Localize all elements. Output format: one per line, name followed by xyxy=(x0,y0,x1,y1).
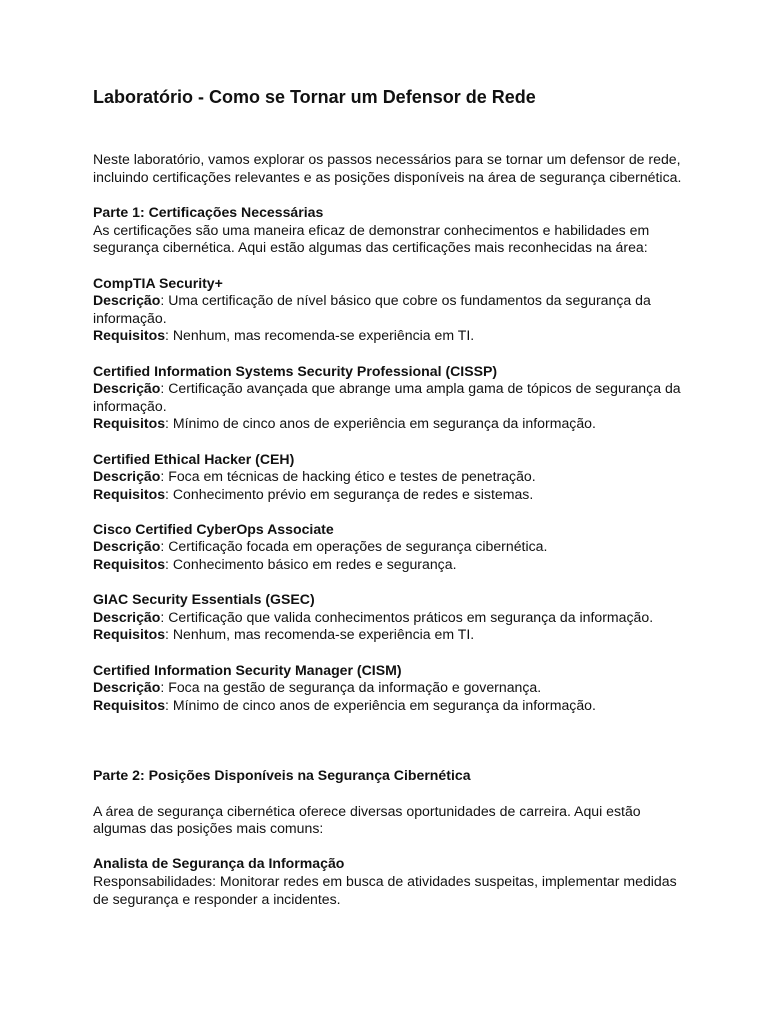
description-label: Descrição xyxy=(93,468,161,485)
cert-description xyxy=(93,538,683,556)
description-label: Descrição xyxy=(93,538,161,555)
cert-name: Certified Information Security Manager (CISM) xyxy=(93,661,402,678)
cert-requirements xyxy=(93,556,683,574)
role-item xyxy=(93,855,683,908)
description-text: : Foca na gestão de segurança da informação e governança. xyxy=(160,679,542,696)
requirements-text: : Mínimo de cinco anos de experiência em segurança da informação. xyxy=(165,415,596,432)
requirements-label: Requisitos xyxy=(93,327,166,344)
requirements-text: : Conhecimento prévio em segurança de redes e sistemas. xyxy=(165,485,534,502)
cert-description xyxy=(93,292,683,327)
cert-description xyxy=(93,679,683,697)
description-text: : Certificação focada em operações de segurança cibernética. xyxy=(160,538,548,555)
cert-description xyxy=(93,609,683,627)
requirements-text: : Mínimo de cinco anos de experiência em segurança da informação. xyxy=(165,696,596,713)
requirements-label: Requisitos xyxy=(93,485,166,502)
cert-name: GIAC Security Essentials (GSEC) xyxy=(93,591,315,608)
requirements-label: Requisitos xyxy=(93,556,166,573)
cert-item xyxy=(93,363,683,433)
part2-heading: Parte 2: Posições Disponíveis na Segurança Cibernética xyxy=(93,767,471,784)
description-text: : Uma certificação de nível básico que cobre os fundamentos da segurança da informação. xyxy=(93,292,651,326)
cert-item xyxy=(93,591,683,644)
cert-name: Cisco Certified CyberOps Associate xyxy=(93,520,334,537)
cert-requirements xyxy=(93,626,683,644)
description-text: : Certificação avançada que abrange uma ampla gama de tópicos de segurança da informação. xyxy=(93,380,681,414)
page-title: Laboratório - Como se Tornar um Defensor de Rede xyxy=(93,87,536,107)
part2-text: A área de segurança cibernética oferece diversas oportunidades de carreira. Aqui estão algumas das posições mais comuns: xyxy=(93,802,641,837)
cert-item xyxy=(93,275,683,345)
part1-heading: Parte 1: Certificações Necessárias xyxy=(93,204,324,221)
cert-name: CompTIA Security+ xyxy=(93,274,223,291)
requirements-label: Requisitos xyxy=(93,415,166,432)
part1-text: As certificações são uma maneira eficaz de demonstrar conhecimentos e habilidades em segurança cibernética. Aqui estão algumas das certificações mais reconhecidas na área: xyxy=(93,221,650,256)
part1-section xyxy=(93,204,683,257)
description-label: Descrição xyxy=(93,292,161,309)
requirements-text: : Nenhum, mas recomenda-se experiência em TI. xyxy=(165,626,475,643)
description-label: Descrição xyxy=(93,380,161,397)
cert-requirements xyxy=(93,327,683,345)
document-page xyxy=(93,86,683,908)
description-label: Descrição xyxy=(93,608,161,625)
requirements-text: : Conhecimento básico em redes e segurança. xyxy=(165,556,457,573)
description-label: Descrição xyxy=(93,679,161,696)
cert-description xyxy=(93,380,683,415)
requirements-label: Requisitos xyxy=(93,696,166,713)
requirements-text: : Nenhum, mas recomenda-se experiência em TI. xyxy=(165,327,475,344)
cert-requirements xyxy=(93,486,683,504)
part2-section xyxy=(93,767,683,908)
cert-item xyxy=(93,451,683,504)
cert-requirements xyxy=(93,415,683,433)
cert-description xyxy=(93,468,683,486)
cert-name: Certified Ethical Hacker (CEH) xyxy=(93,450,295,467)
cert-requirements xyxy=(93,697,683,715)
description-text: : Foca em técnicas de hacking ético e testes de penetração. xyxy=(160,468,536,485)
intro-paragraph: Neste laboratório, vamos explorar os passos necessários para se tornar um defensor de rede, incluindo certificações relevantes e as posições disponíveis na área de segurança cibernética. xyxy=(93,151,682,185)
cert-item xyxy=(93,521,683,574)
cert-name: Certified Information Systems Security Professional (CISSP) xyxy=(93,362,498,379)
cert-item xyxy=(93,662,683,715)
requirements-label: Requisitos xyxy=(93,626,166,643)
role-name: Analista de Segurança da Informação xyxy=(93,855,345,872)
role-responsibilities: Responsabilidades: Monitorar redes em busca de atividades suspeitas, implementar medidas de segurança e responder a incidentes. xyxy=(93,872,677,907)
description-text: : Certificação que valida conhecimentos práticos em segurança da informação. xyxy=(160,608,654,625)
